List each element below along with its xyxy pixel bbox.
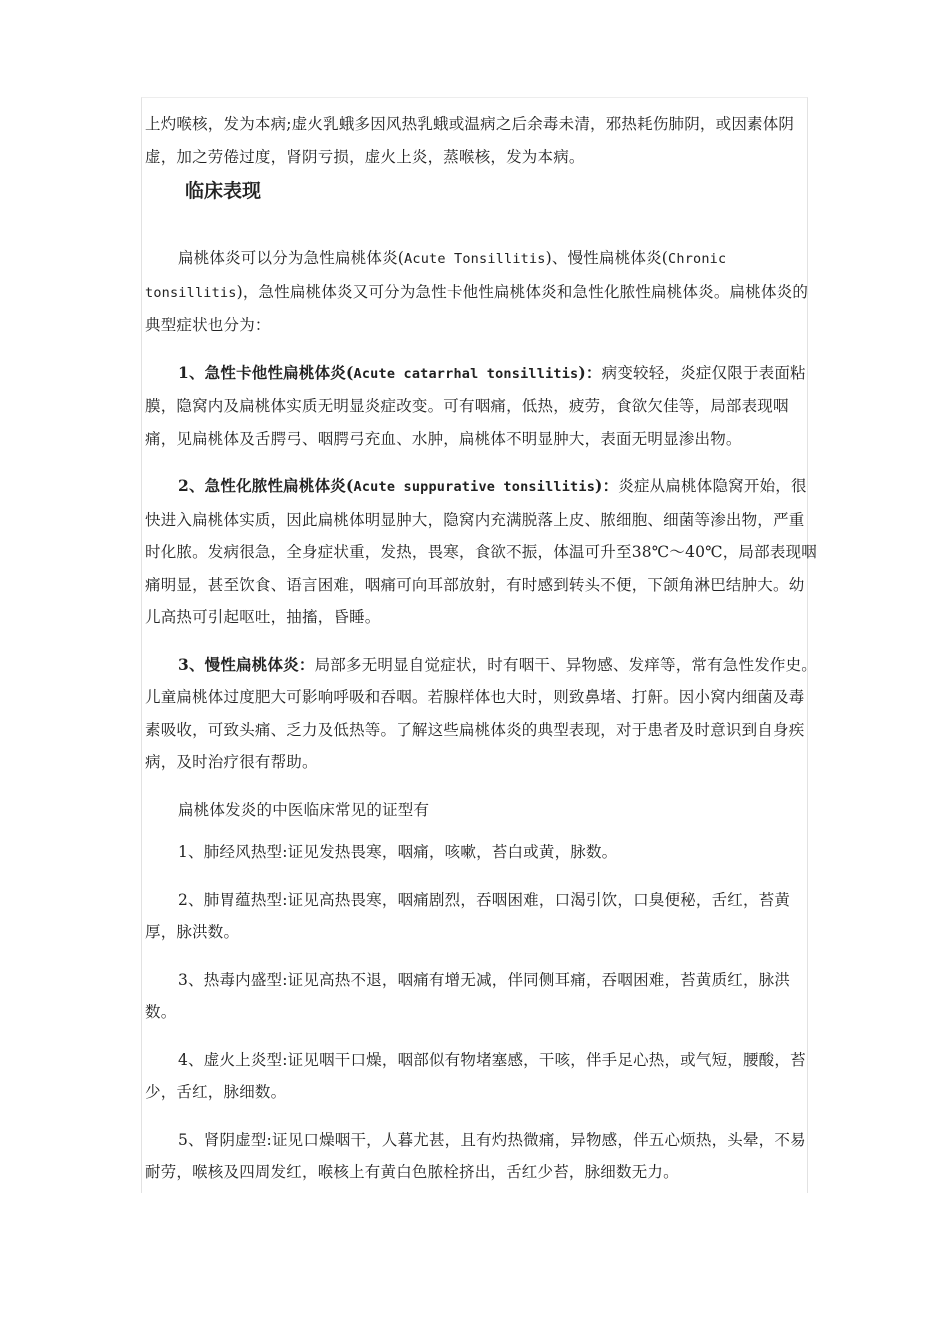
type-title-2: 2、急性化脓性扁桃体炎( — [178, 476, 354, 495]
overview-en-1: Acute Tonsillitis — [404, 251, 546, 267]
section-title: 临床表现 — [185, 180, 262, 202]
type-text-2: 炎症从扁桃体隐窝开始，很快进入扁桃体实质，因此扁桃体明显肿大，隐窝内充满脱落上皮、脓细胞、细菌等渗出物，严重时化脓。发病很急，全身症状重，发热，畏寒，食欲不振，体温可升至38℃～40℃，局部表现咽痛明显，甚至饮食、语言困难，咽痛可向耳部放射，有时感到转头不便，下颌角淋巴结肿大。幼儿高热可引起呕吐，抽搐，昏睡。 — [145, 477, 817, 626]
tcm-item-4: 4、虚火上炎型:证见咽干口燥，咽部似有物堵塞感，干咳，伴手足心热，或气短，腰酸，苔少，舌红，脉细数。 — [145, 1050, 806, 1101]
type-en-1: Acute catarrhal tonsillitis — [353, 365, 579, 382]
type-en-2: Acute suppurative tonsillitis — [353, 479, 596, 495]
overview-text-2: )、慢性扁桃体炎( — [545, 249, 669, 267]
type-text-1: 病变较轻，炎症仅限于表面粘膜，隐窝内及扁桃体实质无明显炎症改变。可有咽痛，低热，疲劳，食欲欠佳等，局部表现咽痛，见扁桃体及舌腭弓、咽腭弓充血、水肿，扁桃体不明显肿大，表面无明显渗出物。 — [145, 363, 806, 448]
tcm-item-2: 2、肺胃蕴热型:证见高热畏寒，咽痛剧烈，吞咽困难，口渴引饮，口臭便秘，舌红，苔黄厚，脉洪数。 — [145, 890, 791, 941]
type-paragraph-1 — [145, 357, 817, 456]
type-paragraph-3 — [145, 649, 817, 779]
intro-paragraph: 上灼喉核，发为本病;虚火乳蛾多因风热乳蛾或温病之后余毒未清，邪热耗伤肺阴，或因素体阴虚，加之劳倦过度，肾阴亏损，虚火上炎，蒸喉核，发为本病。 — [145, 115, 795, 166]
type-close-2: )： — [595, 476, 619, 495]
document-body — [145, 108, 817, 1189]
overview-text-1: 扁桃体炎可以分为急性扁桃体炎( — [178, 249, 405, 267]
type-text-3: 局部多无明显自觉症状，时有咽干、异物感、发痒等，常有急性发作史。儿童扁桃体过度肥大可影响呼吸和吞咽。若腺样体也大时，则致鼻堵、打鼾。因小窝内细菌及毒素吸收，可致头痛、乏力及低热等。了解这些扁桃体炎的典型表现，对于患者及时意识到自身疾病，及时治疗很有帮助。 — [145, 655, 817, 771]
type-close-1: )： — [578, 362, 602, 382]
tcm-heading: 扁桃体发炎的中医临床常见的证型有 — [178, 800, 430, 819]
tcm-item-1: 1、肺经风热型:证见发热畏寒，咽痛，咳嗽，苔白或黄，脉数。 — [178, 843, 618, 861]
overview-paragraph — [145, 242, 817, 342]
tcm-item-5: 5、肾阴虚型:证见口燥咽干，人暮尤甚，且有灼热微痛，异物感，伴五心烦热，头晕，不易耐劳，喉核及四周发红，喉核上有黄白色脓栓挤出，舌红少苔，脉细数无力。 — [145, 1130, 806, 1181]
type-title-3: 3、慢性扁桃体炎： — [178, 654, 315, 674]
type-title-1: 1、急性卡他性扁桃体炎( — [178, 362, 354, 382]
type-paragraph-2 — [145, 470, 817, 634]
tcm-item-3: 3、热毒内盛型:证见高热不退，咽痛有增无减，伴同侧耳痛，吞咽困难，苔黄质红，脉洪数。 — [145, 970, 791, 1021]
overview-text-3: )，急性扁桃体炎又可分为急性卡他性扁桃体炎和急性化脓性扁桃体炎。扁桃体炎的典型症状也分为： — [145, 282, 809, 334]
overview-en-2: Chronic tonsillitis — [145, 251, 727, 301]
